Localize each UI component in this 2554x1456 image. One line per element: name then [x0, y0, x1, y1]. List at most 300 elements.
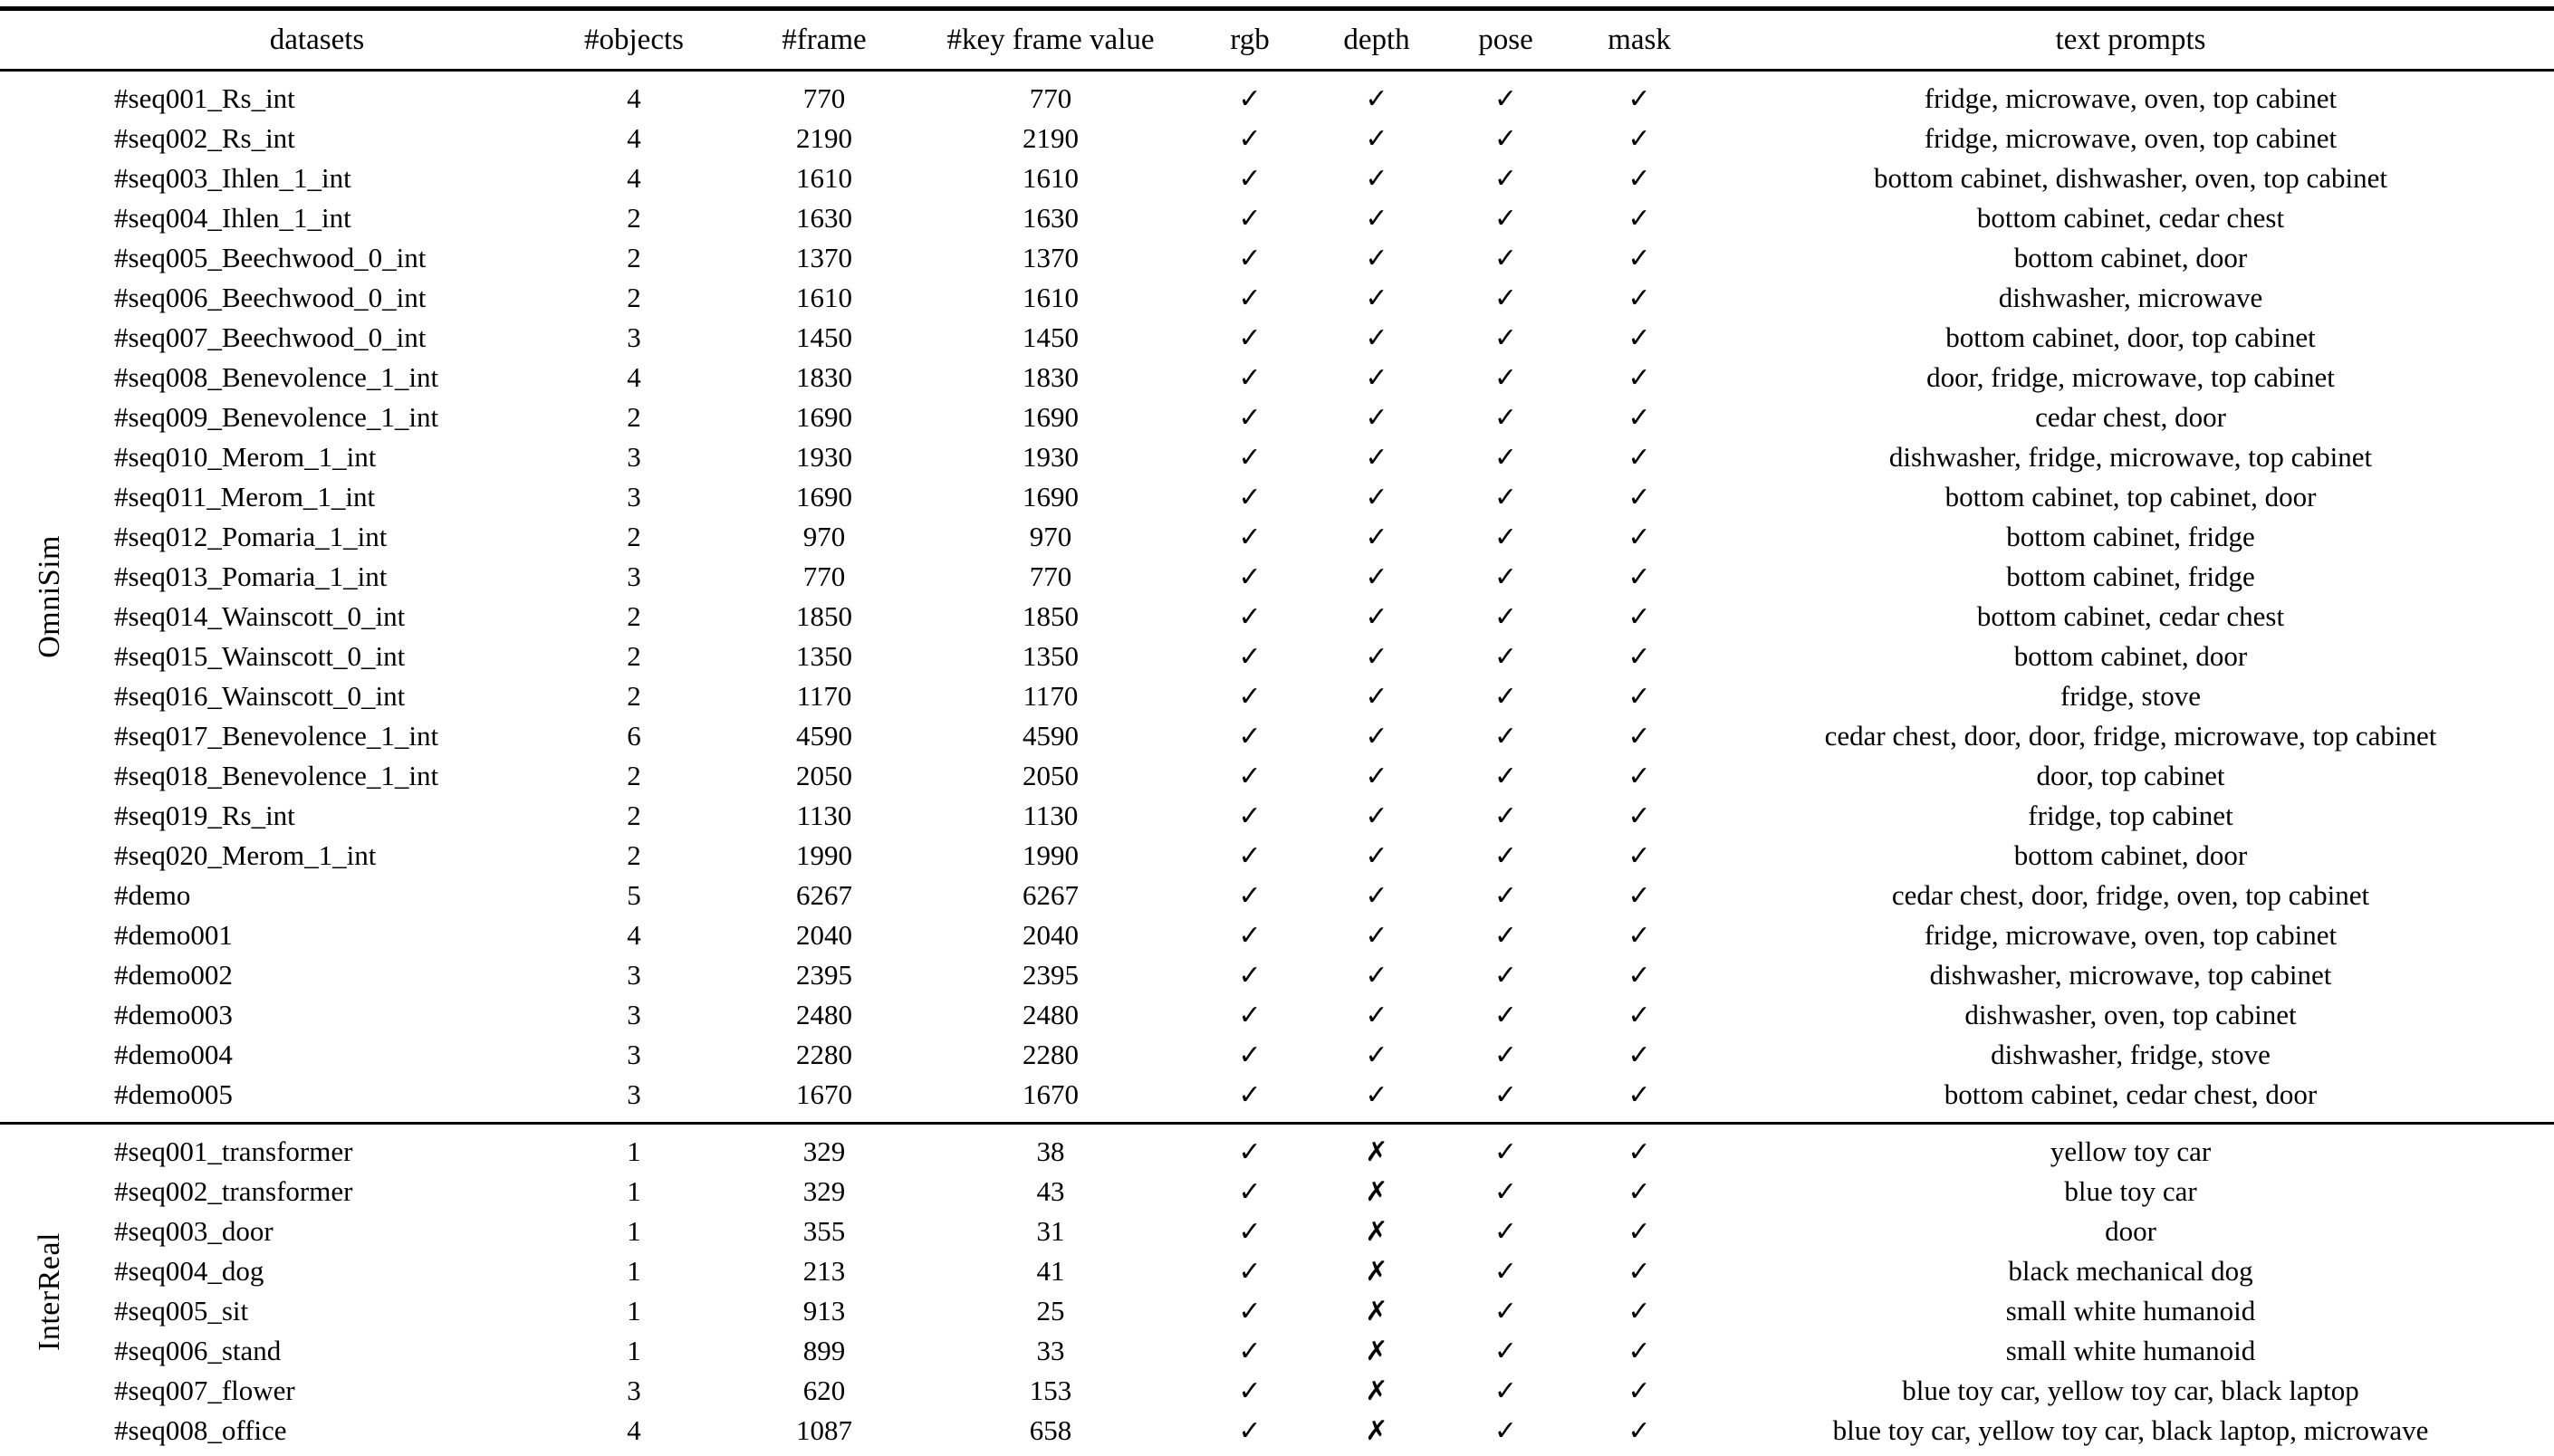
key-frame-value-cell: 38: [1036, 1135, 1065, 1168]
rgb-flag-cell: [1186, 1331, 1313, 1371]
frame-cell: 913: [802, 1295, 846, 1327]
cross-icon: ✗: [1365, 1414, 1388, 1447]
rgb-flag-cell: [1186, 71, 1313, 120]
rgb-flag-cell: [1186, 119, 1313, 158]
check-icon: ✓: [1627, 919, 1651, 952]
key-frame-value-cell: 1130: [1023, 800, 1079, 832]
cross-icon: ✗: [1365, 1135, 1388, 1168]
check-icon: ✓: [1493, 1215, 1518, 1248]
check-icon: ✓: [1627, 1175, 1651, 1208]
check-icon: ✓: [1365, 720, 1388, 752]
check-icon: ✓: [1238, 401, 1262, 434]
text-prompts-cell: cedar chest, door, fridge, oven, top cabinet: [1891, 879, 2370, 912]
check-icon: ✓: [1493, 481, 1518, 513]
table-row: [0, 318, 2554, 358]
dataset-name-cell: #seq015_Wainscott_0_int: [114, 640, 406, 673]
pose-flag-cell: [1440, 756, 1571, 796]
key-frame-value-cell: 2050: [1023, 760, 1079, 792]
frame-cell: 770: [802, 82, 846, 115]
rgb-flag-cell: [1186, 158, 1313, 198]
check-icon: ✓: [1627, 839, 1651, 872]
objects-cell: 1: [627, 1215, 641, 1248]
mask-flag-cell: [1571, 995, 1707, 1035]
objects-cell: 4: [627, 919, 641, 952]
table-row: [0, 1371, 2554, 1411]
check-icon: ✓: [1493, 1414, 1518, 1447]
dataset-name-cell: #demo003: [114, 999, 233, 1031]
table-row: [0, 676, 2554, 716]
check-icon: ✓: [1238, 959, 1262, 991]
col-header-datasets: datasets: [269, 23, 365, 56]
key-frame-value-cell: 1830: [1023, 361, 1079, 394]
mask-flag-cell: [1571, 796, 1707, 836]
pose-flag-cell: [1440, 71, 1571, 120]
rgb-flag-cell: [1186, 796, 1313, 836]
objects-cell: 5: [627, 879, 641, 912]
rgb-flag-cell: [1186, 398, 1313, 437]
mask-flag-cell: [1571, 437, 1707, 477]
table-header: [0, 9, 2554, 71]
depth-flag-cell: [1313, 557, 1440, 597]
text-prompts-cell: small white humanoid: [2005, 1335, 2256, 1367]
depth-flag-cell: [1313, 836, 1440, 876]
check-icon: ✓: [1238, 1215, 1262, 1248]
mask-flag-cell: [1571, 1124, 1707, 1173]
check-icon: ✓: [1365, 282, 1388, 314]
dataset-name-cell: #seq001_transformer: [114, 1135, 353, 1168]
check-icon: ✓: [1238, 1039, 1262, 1071]
dataset-name-cell: #seq009_Benevolence_1_int: [114, 401, 439, 434]
text-prompts-cell: bottom cabinet, door: [2013, 242, 2248, 274]
objects-cell: 3: [627, 481, 641, 513]
check-icon: ✓: [1493, 282, 1518, 314]
check-icon: ✓: [1238, 680, 1262, 713]
check-icon: ✓: [1627, 879, 1651, 912]
frame-cell: 1850: [796, 600, 852, 633]
text-prompts-cell: bottom cabinet, fridge: [2006, 560, 2255, 593]
objects-cell: 3: [627, 1078, 641, 1111]
check-icon: ✓: [1627, 122, 1651, 155]
check-icon: ✓: [1493, 959, 1518, 991]
mask-flag-cell: [1571, 198, 1707, 238]
check-icon: ✓: [1365, 242, 1388, 274]
pose-flag-cell: [1440, 1371, 1571, 1411]
mask-flag-cell: [1571, 876, 1707, 915]
check-icon: ✓: [1493, 839, 1518, 872]
check-icon: ✓: [1627, 999, 1651, 1031]
table-row: [0, 238, 2554, 278]
check-icon: ✓: [1627, 1078, 1651, 1111]
check-icon: ✓: [1238, 202, 1262, 235]
mask-flag-cell: [1571, 597, 1707, 637]
frame-cell: 1830: [796, 361, 852, 394]
table-row: [0, 398, 2554, 437]
key-frame-value-cell: 2280: [1023, 1039, 1079, 1071]
text-prompts-cell: bottom cabinet, cedar chest: [1976, 202, 2285, 235]
mask-flag-cell: [1571, 1035, 1707, 1075]
depth-flag-cell: [1313, 995, 1440, 1035]
check-icon: ✓: [1627, 720, 1651, 752]
depth-flag-cell: [1313, 1291, 1440, 1331]
frame-cell: 2050: [796, 760, 852, 792]
check-icon: ✓: [1238, 1295, 1262, 1327]
check-icon: ✓: [1493, 600, 1518, 633]
table-row: [0, 915, 2554, 955]
objects-cell: 2: [627, 401, 641, 434]
pose-flag-cell: [1440, 158, 1571, 198]
mask-flag-cell: [1571, 756, 1707, 796]
dataset-name-cell: #seq005_sit: [114, 1295, 249, 1327]
group-label-cell: [0, 71, 100, 1124]
check-icon: ✓: [1365, 122, 1388, 155]
pose-flag-cell: [1440, 1251, 1571, 1291]
rgb-flag-cell: [1186, 637, 1313, 676]
check-icon: ✓: [1238, 441, 1262, 474]
frame-cell: 2040: [796, 919, 852, 952]
check-icon: ✓: [1238, 1078, 1262, 1111]
check-icon: ✓: [1493, 879, 1518, 912]
pose-flag-cell: [1440, 1291, 1571, 1331]
key-frame-value-cell: 1690: [1023, 401, 1079, 434]
text-prompts-cell: dishwasher, microwave, top cabinet: [1929, 959, 2332, 991]
check-icon: ✓: [1365, 361, 1388, 394]
check-icon: ✓: [1238, 640, 1262, 673]
check-icon: ✓: [1493, 1135, 1518, 1168]
check-icon: ✓: [1493, 1175, 1518, 1208]
check-icon: ✓: [1627, 640, 1651, 673]
check-icon: ✓: [1493, 919, 1518, 952]
depth-flag-cell: [1313, 1035, 1440, 1075]
text-prompts-cell: blue toy car, yellow toy car, black laptop, microwave: [1832, 1414, 2429, 1447]
depth-flag-cell: [1313, 597, 1440, 637]
text-prompts-cell: door: [2105, 1215, 2156, 1248]
check-icon: ✓: [1493, 800, 1518, 832]
check-icon: ✓: [1627, 202, 1651, 235]
frame-cell: 1610: [796, 162, 852, 195]
dataset-name-cell: #seq005_Beechwood_0_int: [114, 242, 427, 274]
pose-flag-cell: [1440, 1411, 1571, 1456]
frame-cell: 1450: [796, 321, 852, 354]
key-frame-value-cell: 1670: [1023, 1078, 1079, 1111]
text-prompts-cell: door, top cabinet: [2036, 760, 2225, 792]
check-icon: ✓: [1365, 640, 1388, 673]
pose-flag-cell: [1440, 676, 1571, 716]
table-row: [0, 477, 2554, 517]
rgb-flag-cell: [1186, 1251, 1313, 1291]
frame-cell: 355: [802, 1215, 846, 1248]
mask-flag-cell: [1571, 915, 1707, 955]
key-frame-value-cell: 43: [1036, 1175, 1065, 1208]
mask-flag-cell: [1571, 158, 1707, 198]
dataset-name-cell: #demo001: [114, 919, 233, 952]
check-icon: ✓: [1627, 1215, 1651, 1248]
pose-flag-cell: [1440, 198, 1571, 238]
frame-cell: 1990: [796, 839, 852, 872]
check-icon: ✓: [1627, 800, 1651, 832]
mask-flag-cell: [1571, 278, 1707, 318]
key-frame-value-cell: 770: [1029, 82, 1072, 115]
check-icon: ✓: [1365, 839, 1388, 872]
dataset-name-cell: #seq007_Beechwood_0_int: [114, 321, 427, 354]
check-icon: ✓: [1627, 1039, 1651, 1071]
check-icon: ✓: [1493, 401, 1518, 434]
text-prompts-cell: fridge, microwave, oven, top cabinet: [1924, 122, 2338, 155]
pose-flag-cell: [1440, 876, 1571, 915]
depth-flag-cell: [1313, 1331, 1440, 1371]
depth-flag-cell: [1313, 437, 1440, 477]
depth-flag-cell: [1313, 716, 1440, 756]
check-icon: ✓: [1238, 1135, 1262, 1168]
mask-flag-cell: [1571, 1331, 1707, 1371]
group-label-cell: [0, 1124, 100, 1456]
check-icon: ✓: [1493, 521, 1518, 553]
check-icon: ✓: [1238, 839, 1262, 872]
dataset-name-cell: #seq006_Beechwood_0_int: [114, 282, 427, 314]
rgb-flag-cell: [1186, 238, 1313, 278]
table-row: [0, 119, 2554, 158]
check-icon: ✓: [1493, 1039, 1518, 1071]
table-row: [0, 955, 2554, 995]
table-row: [0, 1075, 2554, 1124]
rgb-flag-cell: [1186, 1291, 1313, 1331]
key-frame-value-cell: 41: [1036, 1255, 1065, 1288]
check-icon: ✓: [1627, 760, 1651, 792]
frame-cell: 1690: [796, 481, 852, 513]
depth-flag-cell: [1313, 477, 1440, 517]
check-icon: ✓: [1627, 1375, 1651, 1407]
col-header-text-prompts: text prompts: [2055, 23, 2206, 56]
pose-flag-cell: [1440, 1124, 1571, 1173]
key-frame-value-cell: 770: [1029, 560, 1072, 593]
frame-cell: 329: [802, 1135, 846, 1168]
depth-flag-cell: [1313, 398, 1440, 437]
rgb-flag-cell: [1186, 477, 1313, 517]
key-frame-value-cell: 25: [1036, 1295, 1065, 1327]
depth-flag-cell: [1313, 1075, 1440, 1124]
mask-flag-cell: [1571, 836, 1707, 876]
text-prompts-cell: door, fridge, microwave, top cabinet: [1926, 361, 2335, 394]
pose-flag-cell: [1440, 1212, 1571, 1251]
dataset-name-cell: #seq004_Ihlen_1_int: [114, 202, 351, 235]
check-icon: ✓: [1238, 720, 1262, 752]
depth-flag-cell: [1313, 1411, 1440, 1456]
check-icon: ✓: [1365, 162, 1388, 195]
depth-flag-cell: [1313, 358, 1440, 398]
objects-cell: 2: [627, 680, 641, 713]
frame-cell: 213: [802, 1255, 846, 1288]
mask-flag-cell: [1571, 1075, 1707, 1124]
rgb-flag-cell: [1186, 1075, 1313, 1124]
rgb-flag-cell: [1186, 278, 1313, 318]
check-icon: ✓: [1238, 1335, 1262, 1367]
cross-icon: ✗: [1365, 1375, 1388, 1407]
objects-cell: 1: [627, 1255, 641, 1288]
depth-flag-cell: [1313, 1212, 1440, 1251]
objects-cell: 2: [627, 521, 641, 553]
frame-cell: 620: [802, 1375, 846, 1407]
key-frame-value-cell: 1930: [1023, 441, 1079, 474]
depth-flag-cell: [1313, 756, 1440, 796]
pose-flag-cell: [1440, 597, 1571, 637]
check-icon: ✓: [1238, 361, 1262, 394]
objects-cell: 4: [627, 361, 641, 394]
depth-flag-cell: [1313, 1371, 1440, 1411]
check-icon: ✓: [1493, 1078, 1518, 1111]
check-icon: ✓: [1365, 560, 1388, 593]
check-icon: ✓: [1365, 1039, 1388, 1071]
depth-flag-cell: [1313, 158, 1440, 198]
text-prompts-cell: bottom cabinet, door: [2013, 640, 2248, 673]
check-icon: ✓: [1627, 282, 1651, 314]
table-row: [0, 1251, 2554, 1291]
check-icon: ✓: [1493, 560, 1518, 593]
objects-cell: 4: [627, 82, 641, 115]
check-icon: ✓: [1493, 441, 1518, 474]
group-column-header: [0, 9, 100, 71]
check-icon: ✓: [1365, 800, 1388, 832]
depth-flag-cell: [1313, 1172, 1440, 1212]
dataset-name-cell: #seq011_Merom_1_int: [114, 481, 376, 513]
check-icon: ✓: [1238, 560, 1262, 593]
dataset-name-cell: #demo: [114, 879, 191, 912]
check-icon: ✓: [1493, 361, 1518, 394]
table-row: [0, 756, 2554, 796]
cross-icon: ✗: [1365, 1255, 1388, 1288]
table-row: [0, 557, 2554, 597]
pose-flag-cell: [1440, 716, 1571, 756]
text-prompts-cell: cedar chest, door: [2035, 401, 2226, 434]
table-row: [0, 158, 2554, 198]
text-prompts-cell: yellow toy car: [2050, 1135, 2212, 1168]
section-interreal: [0, 1124, 2554, 1456]
check-icon: ✓: [1238, 600, 1262, 633]
table-row: [0, 1291, 2554, 1331]
check-icon: ✓: [1238, 919, 1262, 952]
depth-flag-cell: [1313, 676, 1440, 716]
table-row: [0, 437, 2554, 477]
objects-cell: 2: [627, 839, 641, 872]
depth-flag-cell: [1313, 915, 1440, 955]
check-icon: ✓: [1627, 1295, 1651, 1327]
key-frame-value-cell: 1370: [1023, 242, 1079, 274]
rgb-flag-cell: [1186, 995, 1313, 1035]
group-label: InterReal: [33, 1231, 67, 1351]
table-row: [0, 637, 2554, 676]
dataset-name-cell: #seq003_Ihlen_1_int: [114, 162, 351, 195]
rgb-flag-cell: [1186, 756, 1313, 796]
objects-cell: 2: [627, 640, 641, 673]
depth-flag-cell: [1313, 1251, 1440, 1291]
check-icon: ✓: [1365, 959, 1388, 991]
key-frame-value-cell: 1850: [1023, 600, 1079, 633]
pose-flag-cell: [1440, 557, 1571, 597]
check-icon: ✓: [1627, 401, 1651, 434]
text-prompts-cell: dishwasher, oven, top cabinet: [1964, 999, 2297, 1031]
depth-flag-cell: [1313, 71, 1440, 120]
check-icon: ✓: [1238, 1414, 1262, 1447]
key-frame-value-cell: 33: [1036, 1335, 1065, 1367]
rgb-flag-cell: [1186, 437, 1313, 477]
rgb-flag-cell: [1186, 1212, 1313, 1251]
rgb-flag-cell: [1186, 1411, 1313, 1456]
mask-flag-cell: [1571, 517, 1707, 557]
pose-flag-cell: [1440, 398, 1571, 437]
objects-cell: 2: [627, 282, 641, 314]
text-prompts-cell: bottom cabinet, door: [2013, 839, 2248, 872]
pose-flag-cell: [1440, 836, 1571, 876]
check-icon: ✓: [1365, 760, 1388, 792]
check-icon: ✓: [1365, 521, 1388, 553]
frame-cell: 1610: [796, 282, 852, 314]
text-prompts-cell: dishwasher, microwave: [1998, 282, 2263, 314]
key-frame-value-cell: 31: [1036, 1215, 1065, 1248]
mask-flag-cell: [1571, 71, 1707, 120]
dataset-name-cell: #seq013_Pomaria_1_int: [114, 560, 388, 593]
dataset-name-cell: #seq004_dog: [114, 1255, 264, 1288]
check-icon: ✓: [1238, 800, 1262, 832]
mask-flag-cell: [1571, 318, 1707, 358]
check-icon: ✓: [1365, 481, 1388, 513]
table-row: [0, 358, 2554, 398]
col-header-rgb: rgb: [1230, 23, 1270, 56]
objects-cell: 3: [627, 560, 641, 593]
depth-flag-cell: [1313, 318, 1440, 358]
objects-cell: 2: [627, 202, 641, 235]
text-prompts-cell: fridge, stove: [2060, 680, 2201, 713]
text-prompts-cell: dishwasher, fridge, microwave, top cabinet: [1888, 441, 2373, 474]
dataset-name-cell: #seq010_Merom_1_int: [114, 441, 377, 474]
objects-cell: 3: [627, 959, 641, 991]
depth-flag-cell: [1313, 955, 1440, 995]
mask-flag-cell: [1571, 238, 1707, 278]
pose-flag-cell: [1440, 995, 1571, 1035]
check-icon: ✓: [1493, 999, 1518, 1031]
check-icon: ✓: [1493, 82, 1518, 115]
frame-cell: 970: [802, 521, 846, 553]
check-icon: ✓: [1238, 162, 1262, 195]
text-prompts-cell: bottom cabinet, door, top cabinet: [1945, 321, 2316, 354]
text-prompts-cell: bottom cabinet, cedar chest: [1976, 600, 2285, 633]
table-row: [0, 836, 2554, 876]
key-frame-value-cell: 6267: [1023, 879, 1079, 912]
mask-flag-cell: [1571, 637, 1707, 676]
depth-flag-cell: [1313, 238, 1440, 278]
check-icon: ✓: [1627, 242, 1651, 274]
objects-cell: 3: [627, 999, 641, 1031]
check-icon: ✓: [1238, 760, 1262, 792]
check-icon: ✓: [1493, 1295, 1518, 1327]
text-prompts-cell: black mechanical dog: [2008, 1255, 2253, 1288]
table-row: [0, 1035, 2554, 1075]
mask-flag-cell: [1571, 477, 1707, 517]
mask-flag-cell: [1571, 716, 1707, 756]
check-icon: ✓: [1493, 760, 1518, 792]
check-icon: ✓: [1493, 1375, 1518, 1407]
frame-cell: 1630: [796, 202, 852, 235]
pose-flag-cell: [1440, 358, 1571, 398]
check-icon: ✓: [1238, 1375, 1262, 1407]
check-icon: ✓: [1238, 521, 1262, 553]
check-icon: ✓: [1627, 361, 1651, 394]
objects-cell: 1: [627, 1335, 641, 1367]
table-row: [0, 198, 2554, 238]
check-icon: ✓: [1238, 82, 1262, 115]
pose-flag-cell: [1440, 278, 1571, 318]
dataset-name-cell: #seq003_door: [114, 1215, 274, 1248]
key-frame-value-cell: 1170: [1023, 680, 1079, 713]
frame-cell: 6267: [796, 879, 852, 912]
objects-cell: 3: [627, 321, 641, 354]
